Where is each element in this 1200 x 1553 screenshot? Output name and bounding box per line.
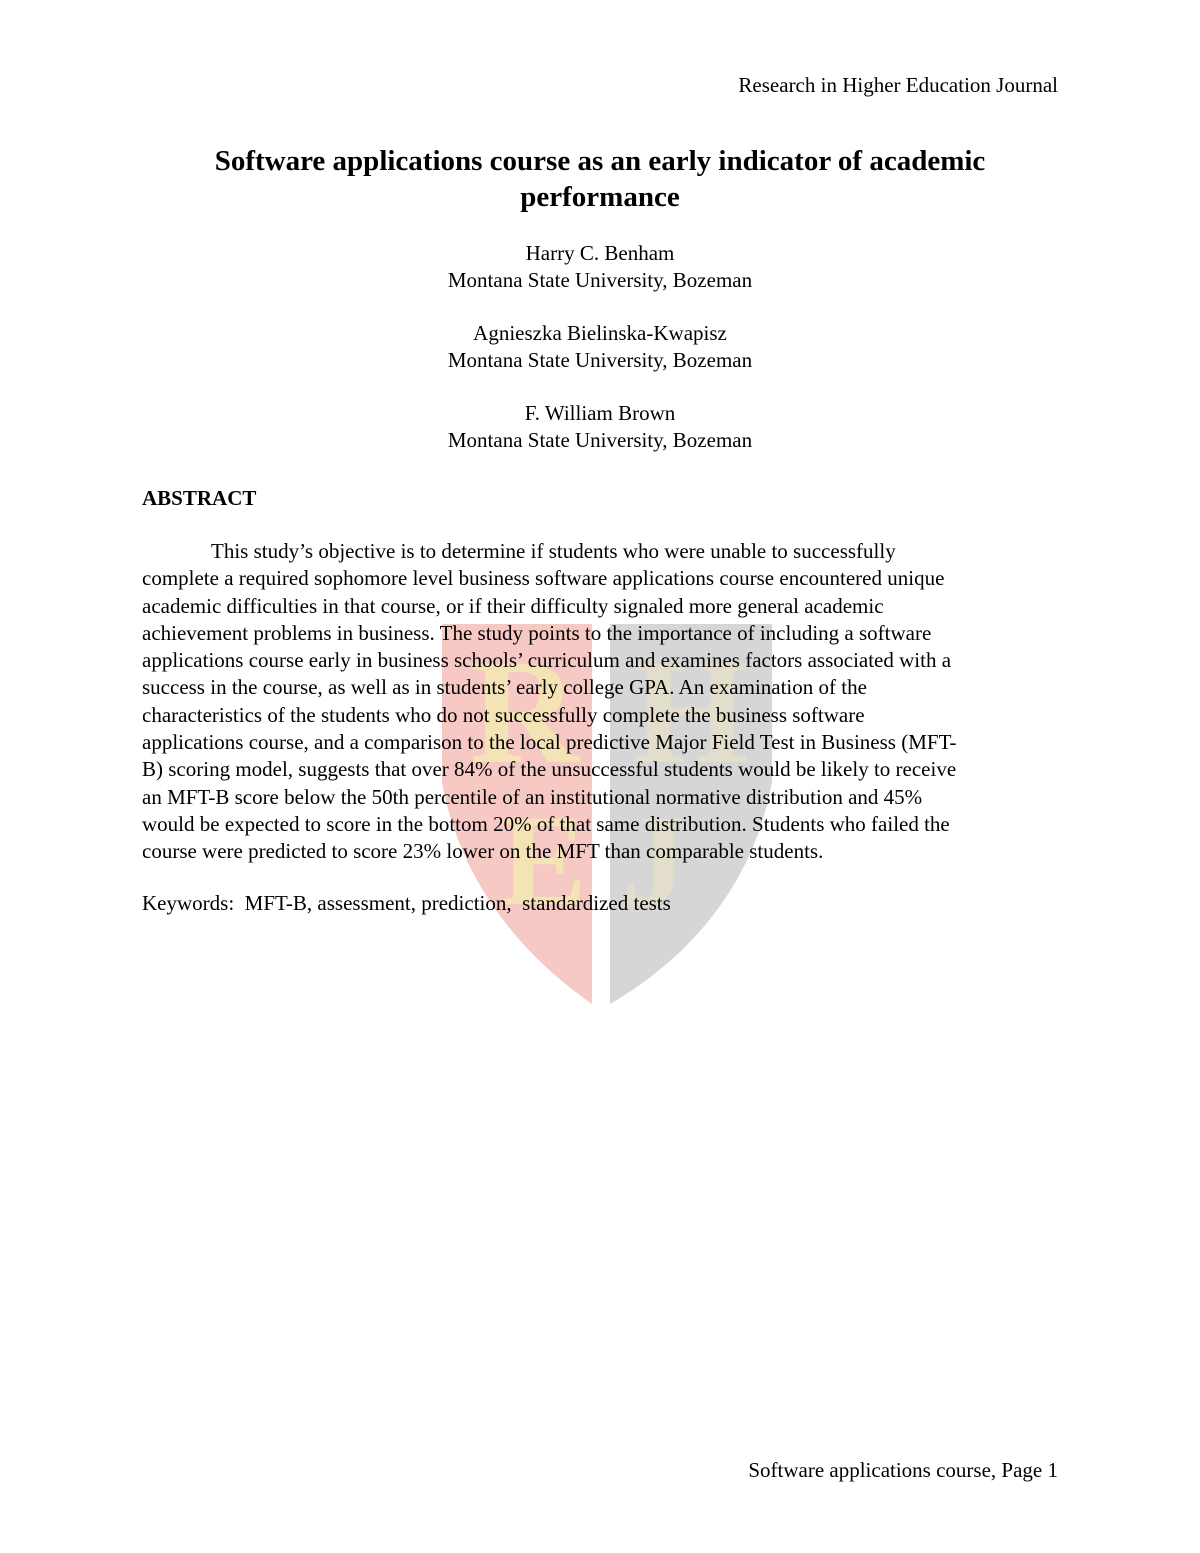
- watermark-letter-r: R: [470, 629, 579, 795]
- keywords-label: Keywords:: [142, 891, 235, 915]
- author-list: [142, 240, 1058, 480]
- author-entry: [142, 240, 1058, 294]
- abstract-line: would be expected to score in the bottom 20% of that same distribution. Students who failed the: [142, 811, 950, 836]
- abstract-heading: ABSTRACT: [142, 486, 257, 510]
- author-name: Agnieszka Bielinska-Kwapisz: [473, 321, 727, 345]
- keywords-text: MFT-B, assessment, prediction, standardized tests: [244, 891, 671, 915]
- title-line: performance: [520, 181, 680, 213]
- abstract-body: [142, 538, 1058, 866]
- title-line: Software applications course as an early indicator of academic: [214, 145, 986, 177]
- abstract-line: B) scoring model, suggests that over 84% of the unsuccessful students would be likely to receive: [142, 757, 957, 782]
- paper-title: [142, 143, 1058, 215]
- abstract-line: characteristics of the students who do not successfully complete the business software: [142, 702, 865, 727]
- keywords: [142, 890, 671, 917]
- abstract-line: achievement problems in business. The study points to the importance of including a software: [142, 620, 932, 645]
- abstract-line: academic difficulties in that course, or if their difficulty signaled more general academic: [142, 593, 884, 618]
- running-footer: Software applications course, Page 1: [748, 1458, 1058, 1482]
- watermark-letter-h: H: [632, 629, 749, 795]
- abstract-line: applications course, and a comparison to the local predictive Major Field Test in Business (MFT-: [142, 730, 957, 755]
- abstract-line: success in the course, as well as in students’ early college GPA. An examination of the: [142, 675, 867, 700]
- abstract-line: an MFT-B score below the 50th percentile of an institutional normative distribution and 45%: [142, 784, 923, 809]
- abstract-line: applications course early in business schools’ curriculum and examines factors associated with a: [142, 648, 952, 673]
- abstract-line: This study’s objective is to determine if students who were unable to successfully: [211, 539, 896, 563]
- author-affiliation: Montana State University, Bozeman: [447, 268, 753, 292]
- author-entry: [142, 400, 1058, 454]
- author-affiliation: Montana State University, Bozeman: [447, 428, 753, 452]
- author-name: Harry C. Benham: [525, 241, 675, 265]
- watermark-letter-j: J: [622, 789, 687, 933]
- author-entry: [142, 320, 1058, 374]
- running-header: Research in Higher Education Journal: [738, 73, 1058, 97]
- author-name: F. William Brown: [524, 401, 676, 425]
- abstract-line: complete a required sophomore level business software applications course encountered unique: [142, 566, 945, 591]
- watermark-letter-e: E: [500, 789, 587, 933]
- author-affiliation: Montana State University, Bozeman: [447, 348, 753, 372]
- abstract-line: course were predicted to score 23% lower on the MFT than comparable students.: [142, 839, 824, 864]
